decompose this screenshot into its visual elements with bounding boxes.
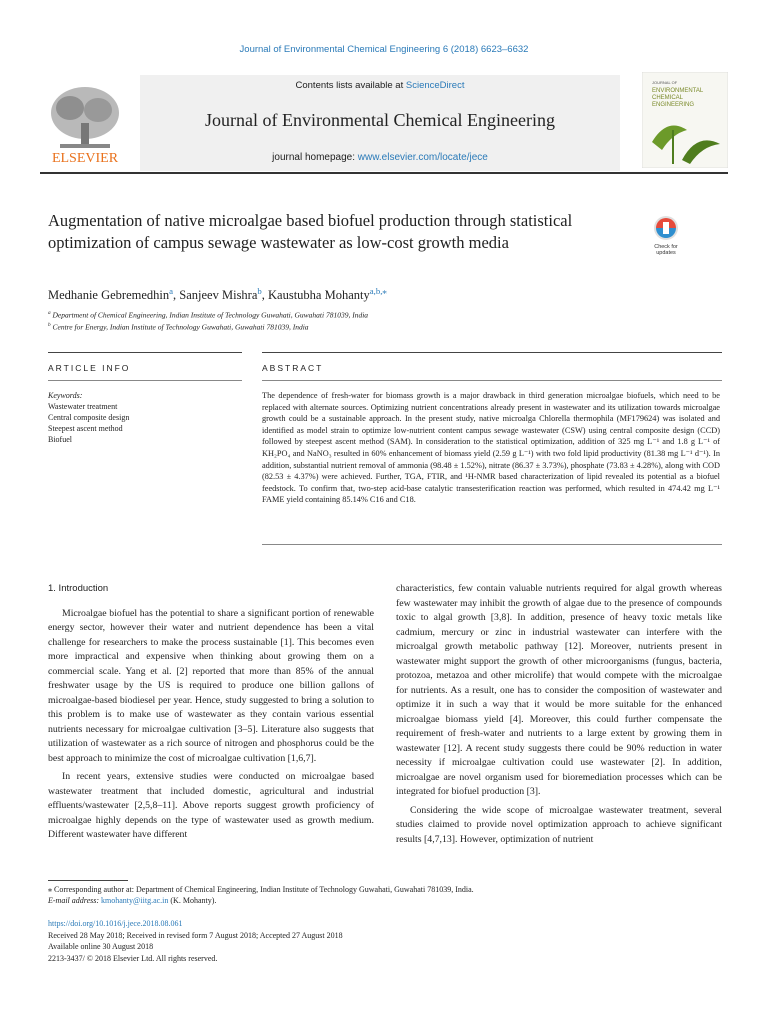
svg-text:updates: updates — [656, 250, 676, 256]
affiliation-text: Centre for Energy, Indian Institute of Technology Guwahati, Guwahati 781039, India — [52, 322, 309, 332]
divider — [262, 352, 722, 353]
journal-citation[interactable]: Journal of Environmental Chemical Engineering 6 (2018) 6623–6632 — [239, 44, 529, 55]
svg-text:Check for: Check for — [654, 244, 678, 250]
affiliation-text: Department of Chemical Engineering, Indian Institute of Technology Guwahati, Guwahati 781039, India — [52, 310, 369, 320]
keyword[interactable]: Wastewater treatment — [48, 402, 118, 411]
author-name[interactable]: Sanjeev Mishra — [179, 288, 258, 303]
svg-text:ENVIRONMENTAL: ENVIRONMENTAL — [652, 88, 704, 94]
body-paragraph: In recent years, extensive studies were conducted on microalgae based wastewater treatment that included domestic, agricultural and industrial effluents/wastewater [2,5,8–11]. Above reports suggest growth proficiency of microalgae highly depends on the type of wastewater used as growth medium. Different wastewater have different — [48, 771, 374, 840]
email-suffix: (K. Mohanty). — [168, 896, 217, 905]
corresponding-author-note: ⁎ Corresponding author at: Department of Chemical Engineering, Indian Institute of Technology Guwahati, Guwahati 781039, India. — [48, 885, 474, 894]
paper-title: Augmentation of native microalgae based biofuel production through statistical optimization of campus sewage wastewater as low-cost growth media — [48, 211, 573, 252]
homepage-prefix: journal homepage: — [272, 152, 358, 163]
svg-text:JOURNAL OF: JOURNAL OF — [652, 80, 678, 85]
email-link[interactable]: kmohanty@iitg.ac.in — [101, 896, 169, 905]
body-column-right — [396, 582, 722, 851]
body-paragraph: Microalgae biofuel has the potential to share a significant portion of renewable energy sector, however their water and nutrient dependence has been a vital challenge for researchers to make the process sustainable [1]. This becomes even more impractical and expensive when thinking about growing them on a commercial scale. Yang et al. [2] reported that more than 85% of the annual freshwater usage by the US is required to produce one billion gallons of microalgae-based biodiesel per year. Hence, study suggested to bring a solution to this problem is to make use of wastewater as they contain various essential nutrients necessary for microalgae cultivation [3–5]. Literature also suggests that utilization of wastewater as a rich source of nitrogen and phosphorus could be the best approach to minimize the cost of microalgae cultivation [1,6,7]. — [48, 607, 374, 764]
doi-link[interactable]: https://doi.org/10.1016/j.jece.2018.08.061 — [48, 919, 183, 928]
journal-homepage — [130, 152, 630, 163]
keywords-label: Keywords: — [48, 391, 83, 400]
svg-text:CHEMICAL: CHEMICAL — [652, 95, 684, 101]
affiliation — [48, 322, 309, 332]
body-paragraph: characteristics, few contain valuable nutrients required for algal growth whereas few wastewater may inhibit the growth of algae due to the presence of compounds toxic to algal growth [3,8]. In addition, presence of heavy toxic metals like cadmium, mercury or zinc in industrial wastewater can interfere with the microalgal growth metabolic pathway [12]. Moreover, nutrients present in wastewater might support the growth of other microorganisms (fungus, bacteria, protozoa, metazoa and other microlife) that would compete with the microalgae for nutrients. As a result, one has to consider the composition of wastewater and optimize it in such a way that it would be more suitable for the enhanced microalgae biomass yield [4]. Moreover, this could further compensate the requirement of fresh-water and nutrients to a large extent by growing them in wastewater [12]. A recent study suggests there could be 90% reduction in water necessity if microalgae cultivation could use wastewater [2]. In addition, microalgae are novel organism used for bioremediation processes which can be integrated for biofuel production [3]. — [396, 583, 722, 797]
contents-line — [130, 80, 630, 91]
body-column-left — [48, 582, 374, 847]
sciencedirect-link[interactable]: ScienceDirect — [405, 80, 465, 91]
elsevier-logo[interactable] — [40, 78, 130, 168]
author-name[interactable]: Kaustubha Mohanty — [268, 288, 370, 303]
journal-title: Journal of Environmental Chemical Engineering — [205, 110, 555, 130]
section-heading: 1. Introduction — [48, 583, 109, 594]
footnote-divider — [48, 880, 128, 881]
journal-cover-thumbnail[interactable] — [642, 72, 728, 168]
divider — [262, 544, 722, 545]
author-name[interactable]: Medhanie Gebremedhin — [48, 288, 170, 303]
affiliation — [48, 310, 368, 320]
divider — [48, 380, 242, 381]
keywords-block — [48, 390, 129, 445]
body-paragraph: Considering the wide scope of microalgae wastewater treatment, several studies claimed to provide novel optimization approach to achieve significant results [4,7,13]. However, optimization of nutrient — [396, 804, 722, 845]
abstract-text: The dependence of fresh-water for biomass growth is a major drawback in third generation microalgae biofuels, which need to be replaced with alternate sources. Optimizing nutrient concentrations already present in wastewater and its utilization towards microalgae growth could be a sustainable approach. In the present study, native microalga Chlorella thermophila (MF179624) was isolated and identified as model strain to optimize low-nutrient content campus sewage wastewater (CSW) using central composite design (CCD) followed by steepest ascent method (SAM). In consideration to the statistical optimization, addition of 325 mg L⁻¹ and 1.8 g L⁻¹ of KH₂PO₄ and NaNO₃ resulted in 60% enhancement of biomass yield (2.59 g L⁻¹) with two fold lipid productivity (81.38 mg L⁻¹ d⁻¹). In addition, substantial nutrient removal of ammonia (98.48 ± 1.52%), nitrate (86.37 ± 3.73%), phosphate (73.83 ± 4.28%), along with COD (82.53 ± 4.37%) were achieved. Further, TGA, FTIR, and ¹H-NMR based characterization of lipid revealed its potential as a biofuel feedstock. To confirm that, two-step acid-base catalytic transesterification reaction was performed, which resulted in 474.42 mg L⁻¹ FAME yield containing 85.14% C16 and C18. — [262, 391, 720, 505]
article-info-heading: ARTICLE INFO — [48, 363, 131, 373]
copyright: 2213-3437/ © 2018 Elsevier Ltd. All rights reserved. — [48, 953, 218, 963]
svg-text:ENGINEERING: ENGINEERING — [652, 102, 695, 108]
author-sup[interactable]: a — [169, 286, 174, 296]
author-sup[interactable]: b — [257, 286, 262, 296]
email-line — [48, 895, 728, 906]
author-list: Medhanie Gebremedhin$^a$, Sanjeev Mishra$^b$, Kaustubha Mohanty$^{a,b,⁎}$ — [48, 286, 387, 303]
keyword[interactable]: Steepest ascent method — [48, 424, 123, 433]
affiliation-sup: a — [48, 310, 51, 316]
keyword[interactable]: Biofuel — [48, 435, 72, 444]
footnote — [48, 884, 728, 906]
available-online: Available online 30 August 2018 — [48, 942, 154, 951]
email-label: E-mail address: — [48, 896, 102, 905]
contents-prefix: Contents lists available at — [295, 80, 406, 91]
received-dates: Received 28 May 2018; Received in revised form 7 August 2018; Accepted 27 August 2018 — [48, 930, 343, 940]
divider — [262, 380, 722, 381]
svg-text:ELSEVIER: ELSEVIER — [51, 151, 119, 166]
divider — [48, 352, 242, 353]
homepage-link[interactable]: www.elsevier.com/locate/jece — [357, 152, 488, 163]
author-sup[interactable]: a,b,⁎ — [369, 286, 387, 296]
check-for-updates-icon[interactable] — [642, 212, 690, 260]
keyword[interactable]: Central composite design — [48, 413, 130, 422]
article-metadata — [48, 918, 728, 964]
affiliation-sup: b — [48, 322, 51, 328]
abstract-heading: ABSTRACT — [262, 363, 324, 373]
